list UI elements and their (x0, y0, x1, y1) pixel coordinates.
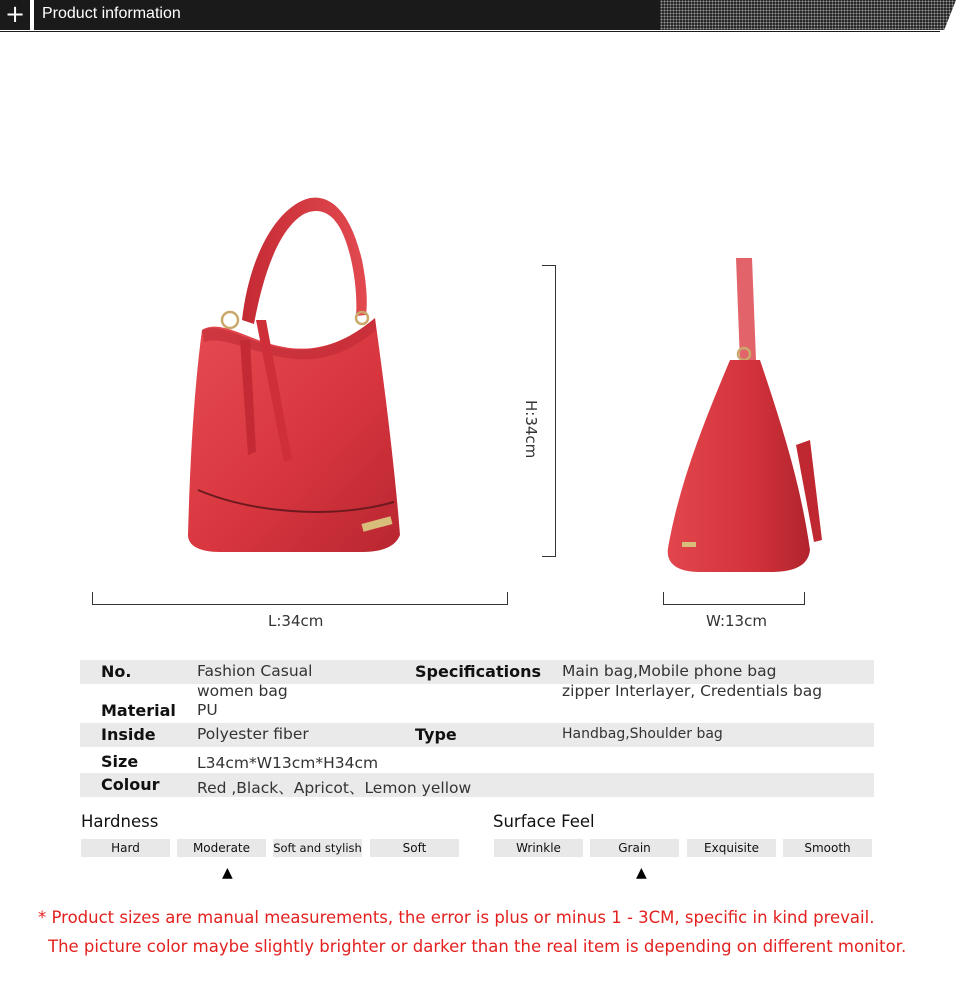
spec-value-no-line1: Fashion Casual (197, 662, 313, 680)
surface-option-grain: Grain (590, 839, 679, 857)
spec-value-inside: Polyester fiber (197, 725, 309, 743)
surface-selected-marker-icon: ▲ (636, 865, 647, 881)
hardness-selected-marker-icon: ▲ (222, 865, 233, 881)
section-header (0, 0, 960, 32)
spec-value-material: PU (197, 701, 218, 719)
spec-value-specifications-line1: Main bag,Mobile phone bag (562, 662, 777, 680)
hardness-option-soft-and-stylish: Soft and stylish (273, 841, 362, 855)
height-dimension-tick-bottom (542, 556, 556, 557)
surface-feel-title: Surface Feel (493, 812, 595, 831)
length-dimension-line (92, 604, 508, 605)
hardness-option-soft: Soft (370, 839, 459, 857)
spec-key-no: No. (101, 662, 132, 681)
spec-key-colour: Colour (101, 775, 160, 794)
note-size-disclaimer: * Product sizes are manual measurements, the error is plus or minus 1 - 3CM, specific in kind prevail. (38, 908, 875, 927)
spec-value-no-line2: women bag (197, 682, 288, 700)
height-dimension-line (555, 265, 556, 557)
width-dimension-tick-right (804, 592, 805, 605)
header-dot-pattern (660, 0, 956, 30)
height-label: H:34cm (522, 400, 540, 459)
spec-key-inside: Inside (101, 725, 156, 744)
width-dimension-line (663, 604, 805, 605)
bag-front-image (180, 190, 420, 560)
bag-side-image (660, 250, 830, 580)
spec-key-material: Material (101, 701, 176, 720)
surface-option-smooth: Smooth (783, 839, 872, 857)
spec-value-type: Handbag,Shoulder bag (562, 726, 723, 742)
hardness-title: Hardness (81, 812, 159, 831)
hardness-option-hard: Hard (81, 839, 170, 857)
length-dimension-tick-right (507, 592, 508, 605)
spec-key-specifications: Specifications (415, 662, 541, 681)
plus-icon: + (0, 0, 30, 30)
section-title: Product information (42, 5, 181, 22)
length-dimension-tick-left (92, 592, 93, 605)
width-label: W:13cm (706, 612, 767, 630)
hardness-option-moderate: Moderate (177, 839, 266, 857)
height-dimension-tick-top (542, 265, 556, 266)
note-color-disclaimer: The picture color maybe slightly brighter or darker than the real item is depending on different monitor. (48, 937, 907, 956)
width-dimension-tick-left (663, 592, 664, 605)
surface-option-wrinkle: Wrinkle (494, 839, 583, 857)
spec-key-size: Size (101, 752, 139, 771)
header-underline (0, 31, 940, 32)
spec-value-size: L34cm*W13cm*H34cm (197, 754, 379, 772)
spec-value-colour: Red ,Black、Apricot、Lemon yellow (197, 779, 472, 797)
spec-key-type: Type (415, 725, 457, 744)
spec-value-specifications-line2: zipper Interlayer, Credentials bag (562, 682, 823, 700)
length-label: L:34cm (268, 612, 324, 630)
surface-option-exquisite: Exquisite (687, 839, 776, 857)
